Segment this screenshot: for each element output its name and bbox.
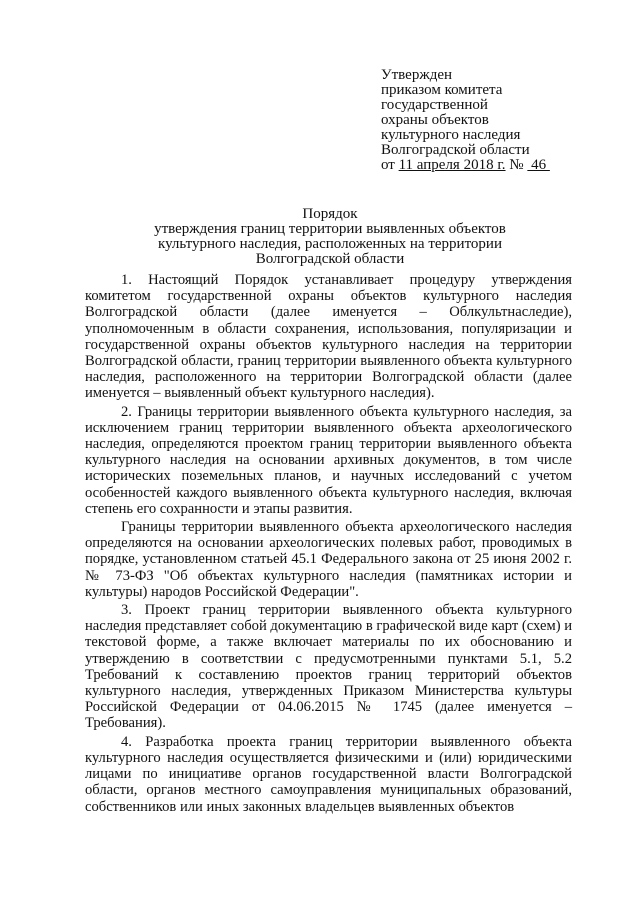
approval-line: культурного наследия [381, 127, 521, 143]
paragraph-1: 1. Настоящий Порядок устанавливает процедуру утверждения комитетом государственной охраны объектов культурного наследия Волгоградской области (далее именуется – Облкультнаследие), уполномоченным в области сохранения, использования, популяризации и государственной охраны объектов культурного наследия на территории Волгоградской области, границ территории выявленного объекта культурного наследия, расположенного на территории Волгоградской области (далее именуется – выявленный объект культурного наследия). [85, 272, 572, 402]
approval-number-prefix: № [505, 157, 528, 173]
approval-line: охраны объектов [381, 112, 489, 128]
document-body [85, 272, 572, 817]
title-line: утверждения границ территории выявленных объектов [154, 221, 506, 237]
approval-block [381, 68, 611, 173]
paragraph-2-continued: Границы территории выявленного объекта археологического наследия определяются на основании археологических полевых работ, проводимых в порядке, установленном статьей 45.1 Федерального закона от 25 июня 2002 г. № 73-ФЗ "Об объектах культурного наследия (памятниках истории и культуры) народов Российской Федерации". [85, 519, 572, 600]
title-line: Порядок [302, 206, 358, 222]
paragraph-4: 4. Разработка проекта границ территории выявленного объекта культурного наследия осуществляется физическими и (или) юридическими лицами по инициативе органов государственной власти Волгоградской области, органов местного самоуправления муниципальных образований, собственников или иных законных владельцев выявленных объектов [85, 733, 572, 815]
approval-line: Волгоградской области [381, 142, 530, 158]
paragraph-3: 3. Проект границ территории выявленного объекта культурного наследия представляет собой документацию в графической виде карт (схем) и текстовой форме, а также включает материалы по их обоснованию и утверждению в соответствии с предусмотренными пунктами 5.1, 5.2 Требований к составлению проектов границ территорий объектов культурного наследия, утвержденных Приказом Министерства культуры Российской Федерации от 04.06.2015 № 1745 (далее именуется – Требования). [85, 602, 573, 732]
title-line: культурного наследия, расположенных на территории [158, 236, 502, 252]
approval-date-line [381, 158, 611, 173]
approval-line: Утвержден [381, 67, 453, 83]
title-line: Волгоградской области [255, 251, 405, 267]
approval-line: приказом комитета [381, 82, 503, 98]
document-title [80, 207, 580, 267]
approval-date-prefix: от [381, 157, 399, 173]
approval-line: государственной [381, 97, 488, 113]
approval-date: 11 апреля 2018 г. [398, 157, 506, 173]
approval-number: 46 [527, 157, 550, 173]
paragraph-2: 2. Границы территории выявленного объекта культурного наследия, за исключением границ территории выявленного объекта археологического наследия, определяются проектом границ территории выявленного объекта культурного наследия на основании архивных документов, в том числе исторических поземельных планов, и научных исследований с учетом особенностей каждого выявленного объекта культурного наследия, включая степень его сохранности и этапы развития. [85, 403, 572, 517]
